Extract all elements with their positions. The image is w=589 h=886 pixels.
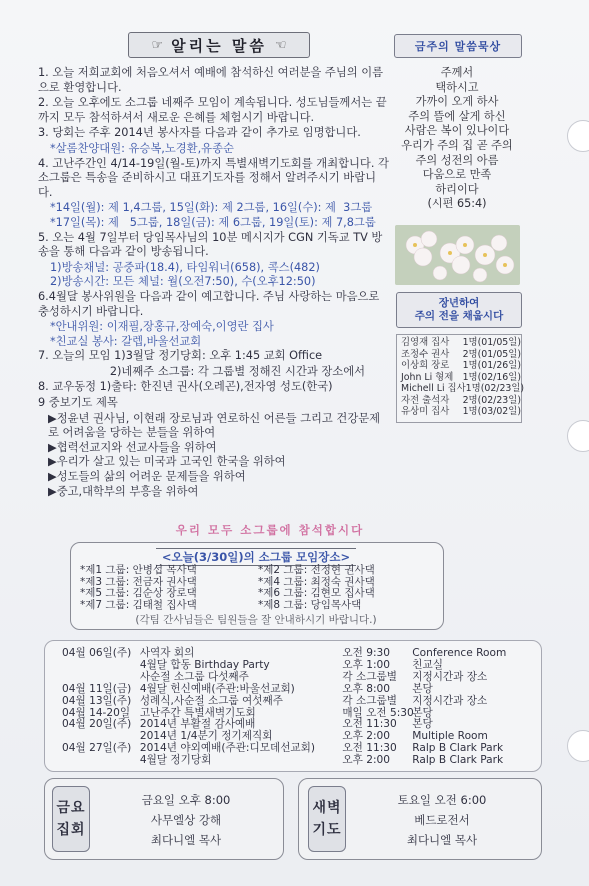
friday-service-time: 금요일 오후 8:00 bbox=[141, 793, 231, 807]
schedule-time: 오후 2:00 bbox=[342, 754, 391, 767]
dawn-tag-line2: 기도 bbox=[312, 822, 342, 838]
attendance-name: Michell Li 집사 bbox=[401, 383, 466, 394]
schedule-event: 사순절 소그룹 다섯째주 bbox=[139, 670, 249, 683]
verse-line: (시편 65:4) bbox=[427, 197, 487, 211]
schedule-time: 오전 9:30 bbox=[342, 647, 391, 659]
small-group-location: *제4 그룹: 최정숙 권사댁 bbox=[258, 575, 375, 588]
schedule-event: 2014년 부활절 감사예배 bbox=[139, 718, 256, 731]
attendance-row bbox=[397, 395, 521, 407]
attendance-name: 김영재 집사 bbox=[401, 337, 450, 348]
small-group-note: (각팀 간사님들은 팀원들을 잘 안내하시기 바랍니다.) bbox=[135, 614, 377, 626]
schedule-place: 본당 bbox=[412, 718, 433, 731]
prayer-item: ▶성도들의 삶의 어려운 문제들을 위하여 bbox=[48, 470, 246, 484]
schedule-place: Ralp B Clark Park bbox=[412, 754, 504, 767]
friday-service-info bbox=[96, 790, 276, 850]
attendance-name: 자전 출석자 bbox=[401, 394, 450, 406]
small-group-title bbox=[128, 548, 384, 562]
attendance-name: 유상미 집사 bbox=[401, 406, 450, 417]
schedule-place: 본당 bbox=[412, 682, 433, 695]
notices-list bbox=[38, 66, 390, 499]
attendance-count: 1명(02/23일) bbox=[465, 383, 525, 394]
schedule-place: 친교실 bbox=[412, 658, 443, 671]
attendance-count: 1명(03/02일) bbox=[462, 406, 521, 417]
schedule-time: 각 소그룹별 bbox=[342, 694, 397, 707]
attendance-row bbox=[397, 406, 521, 418]
schedule-event: 2014년 1/4분기 정기제직회 bbox=[139, 730, 273, 743]
notice-item: 6.4월달 봉사위원을 다음과 같이 예고합니다. 주님 사랑하는 마음으로 충성하시기 바랍니다. bbox=[38, 289, 383, 318]
friday-service-speaker: 최다니엘 목사 bbox=[150, 833, 222, 847]
dawn-prayer-tag bbox=[308, 786, 346, 852]
schedule-place: 본당 bbox=[412, 706, 433, 719]
schedule-time: 오후 8:00 bbox=[342, 682, 391, 695]
binder-hole bbox=[567, 420, 589, 452]
schedule-event: 고난주간 특별새벽기도회 bbox=[139, 706, 256, 719]
attendance-row bbox=[397, 337, 521, 349]
schedule-row bbox=[62, 672, 532, 684]
attendance-row bbox=[397, 349, 521, 361]
schedule-date: 04월 11일(금) bbox=[62, 682, 132, 695]
notice-item: 8. 교우동정 1)출타: 한진년 권사(오레곤),전자영 성도(한국) bbox=[38, 380, 333, 394]
schedule-time: 각 소그룹별 bbox=[342, 670, 397, 683]
notice-item: 7. 오늘의 모임 1)3월달 정기당회: 오후 1:45 교회 Office bbox=[38, 349, 323, 363]
verse-line: 가까이 오게 하사 bbox=[415, 95, 499, 109]
dawn-prayer-info bbox=[352, 790, 532, 850]
small-group-location: *제8 그룹: 당임목사댁 bbox=[258, 598, 362, 611]
prayer-item: ▶우리가 살고 있는 미국과 고국인 한국을 위하여 bbox=[48, 455, 286, 469]
schedule-date: 04월 20일(주) bbox=[62, 718, 132, 731]
verse-line: 다움으로 만족 bbox=[422, 168, 492, 182]
small-group-row bbox=[78, 600, 434, 612]
attendance-row bbox=[397, 360, 521, 372]
small-group-list bbox=[78, 565, 434, 611]
schedule-row bbox=[62, 648, 532, 660]
schedule-date: 04월 06일(주) bbox=[62, 647, 132, 659]
schedule-row bbox=[62, 696, 532, 708]
friday-service-tag bbox=[52, 786, 90, 852]
schedule-place: Ralp B Clark Park bbox=[412, 742, 504, 755]
attendance-count: 1명(01/05일) bbox=[462, 337, 521, 348]
notice-item: *친교실 봉사: 갈렙,바울선교회 bbox=[50, 334, 202, 348]
dawn-tag-line1: 새벽 bbox=[312, 800, 342, 816]
notice-item: 1)방송채널: 공중파(18.4), 타임워너(658), 콕스(482) bbox=[50, 260, 320, 274]
attendance-name: 조정수 권사 bbox=[401, 348, 450, 360]
notice-item: *17일(목): 제 5그룹, 18일(금): 제 6그룹, 19일(토): 제 7,8그룹 bbox=[50, 215, 376, 229]
attendance-title bbox=[396, 292, 522, 328]
small-group-location: *제5 그룹: 김순상 장로댁 bbox=[80, 587, 197, 600]
notices-title-text: 알리는 말씀 bbox=[171, 36, 267, 55]
schedule-date bbox=[62, 672, 140, 684]
verse-title: 금주의 말씀묵상 bbox=[394, 34, 522, 58]
schedule-place: 지정시간과 장소 bbox=[412, 694, 488, 707]
schedule-event: 성례식,사순절 소그룹 여섯째주 bbox=[139, 694, 283, 707]
verse-line: 주의 뜰에 살게 하신 bbox=[408, 109, 506, 123]
attendance-list bbox=[396, 334, 525, 423]
schedule-event: 사역자 회의 bbox=[139, 647, 195, 659]
attendance-count: 1명(02/16일) bbox=[462, 371, 521, 383]
notice-item: 5. 오는 4월 7일부터 당임목사님의 10분 메시지가 CGN 기독교 TV 방송을 통해 다음과 같이 방송됩니다. bbox=[38, 230, 383, 259]
schedule-place: Multiple Room bbox=[412, 730, 488, 743]
dawn-prayer-time: 토요일 오전 6:00 bbox=[397, 793, 487, 807]
verse-line: 주의 성전의 아름 bbox=[415, 153, 499, 167]
verse-line: 택하시고 bbox=[435, 80, 479, 94]
schedule-row bbox=[62, 755, 532, 767]
schedule-time: 오전 11:30 bbox=[342, 718, 397, 731]
schedule-event: 4월달 정기당회 bbox=[139, 754, 212, 767]
notice-item: *살롬찬양대원: 유승복,노경환,유종순 bbox=[50, 141, 234, 155]
notice-item: 2)방송시간: 모든 체널: 월(오전7:50), 수(오후12:50) bbox=[50, 275, 316, 289]
small-group-location: *제2 그룹: 전정현 권사댁 bbox=[258, 564, 375, 576]
schedule-date: 04월 14-20일 bbox=[62, 706, 131, 719]
friday-tag-line2: 집회 bbox=[56, 822, 86, 838]
notice-item: 9 중보기도 제목 bbox=[38, 396, 118, 410]
attendance-count: 2명(02/23일) bbox=[462, 394, 521, 406]
dawn-prayer-sermon: 베드로전서 bbox=[414, 813, 470, 827]
flower-image bbox=[395, 225, 520, 285]
attendance-row bbox=[397, 383, 525, 395]
small-group-banner: 우리 모두 소그룹에 참석합시다 bbox=[175, 523, 365, 537]
friday-tag-line1: 금요 bbox=[56, 800, 86, 816]
verse-line: 주께서 bbox=[440, 66, 474, 79]
small-group-location: *제3 그룹: 전금자 권사댁 bbox=[80, 575, 197, 588]
pointing-hand-right-icon: ☞ bbox=[151, 37, 164, 53]
notice-item: 4. 고난주간인 4/14-19일(월-토)까지 특별새벽기도회를 개최합니다. 각소그룹은 특송을 준비하시고 대표기도자를 정해서 알려주시기 바랍니다. bbox=[38, 156, 389, 199]
prayer-item: ▶중고,대학부의 부흥을 위하여 bbox=[48, 484, 199, 498]
notice-item: 1. 오늘 저희교회에 처음오셔서 예배에 참석하신 여러분을 주님의 이름으로 환영합니다. bbox=[38, 66, 384, 94]
schedule-event: 4월달 합동 Birthday Party bbox=[139, 658, 270, 671]
schedule-date bbox=[62, 755, 140, 767]
schedule-event: 4월달 헌신예배(주관:바울선교회) bbox=[139, 682, 295, 695]
schedule-time: 오후 2:00 bbox=[342, 730, 391, 743]
schedule-table bbox=[62, 648, 532, 767]
verse-line: 하리이다 bbox=[435, 182, 479, 196]
small-group-location: *제1 그룹: 안병섭 목사댁 bbox=[80, 564, 197, 576]
notice-item: *14일(월): 제 1,4그룹, 15일(화): 제 2그룹, 16일(수): 제 3그룹 bbox=[50, 201, 373, 215]
schedule-row bbox=[62, 708, 532, 720]
verse-line: 우리가 주의 집 곧 주의 bbox=[401, 138, 513, 152]
schedule-date: 04월 13일(주) bbox=[62, 694, 132, 707]
attendance-count: 2명(01/05일) bbox=[462, 348, 521, 360]
binder-hole bbox=[567, 120, 589, 152]
schedule-date bbox=[62, 660, 140, 672]
verse-line: 사람은 복이 있나이다 bbox=[404, 124, 510, 138]
schedule-place: Conference Room bbox=[412, 647, 507, 659]
attendance-name: John Li 형제 bbox=[401, 371, 454, 383]
attendance-count: 1명(01/26일) bbox=[462, 360, 521, 371]
schedule-time: 오전 11:30 bbox=[342, 742, 397, 755]
attendance-title-line2: 주의 전을 채웁시다 bbox=[414, 310, 504, 322]
small-group-row bbox=[78, 565, 434, 577]
dawn-prayer-speaker: 최다니엘 목사 bbox=[406, 833, 478, 847]
attendance-row bbox=[397, 372, 521, 384]
schedule-row bbox=[62, 684, 532, 696]
attendance-title-line1: 장년하여 bbox=[438, 297, 480, 309]
schedule-place: 지정시간과 장소 bbox=[412, 670, 488, 683]
prayer-item: ▶협력선교지와 선교사들을 위하여 bbox=[48, 440, 217, 454]
schedule-time: 매일 오전 5:30 bbox=[342, 706, 414, 719]
verse-text bbox=[396, 66, 518, 212]
small-group-title-text: <오늘(3/30일)의 소그룹 모임장소> bbox=[156, 548, 356, 566]
schedule-event: 2014년 야외예배(주관:디모데선교회) bbox=[139, 742, 316, 755]
notice-item: 3. 당회는 주후 2014년 봉사자를 다음과 같이 추가로 임명합니다. bbox=[38, 126, 361, 140]
schedule-date: 04월 27일(주) bbox=[62, 742, 132, 755]
small-group-location: *제7 그룹: 김태철 집사댁 bbox=[80, 598, 197, 611]
notice-item: *안내위원: 이재필,장홍규,장예숙,이영란 집사 bbox=[50, 320, 274, 334]
attendance-name: 이상희 장로 bbox=[401, 360, 450, 371]
schedule-time: 오후 1:00 bbox=[342, 658, 391, 671]
pointing-hand-left-icon: ☜ bbox=[274, 37, 287, 53]
small-group-location: *제6 그룹: 김현모 집사댁 bbox=[258, 587, 375, 600]
notices-title bbox=[128, 32, 310, 58]
friday-service-sermon: 사무엘상 강해 bbox=[150, 813, 222, 827]
notice-item: 2)네째주 소그룹: 각 그룹별 정해진 시간과 장소에서 bbox=[38, 364, 366, 378]
binder-hole bbox=[567, 730, 589, 762]
notice-item: 2. 오늘 오후에도 소그룹 네째주 모임이 계속됩니다. 성도님들께서는 끝까지 모두 참석하셔서 새로운 은혜를 체험시기 바랍니다. bbox=[38, 96, 387, 124]
prayer-item: ▶정윤년 권사님, 이현래 장로님과 연로하신 어른들 그리고 건강문제로 어려움을 당하는 분들을 위하여 bbox=[48, 411, 381, 440]
